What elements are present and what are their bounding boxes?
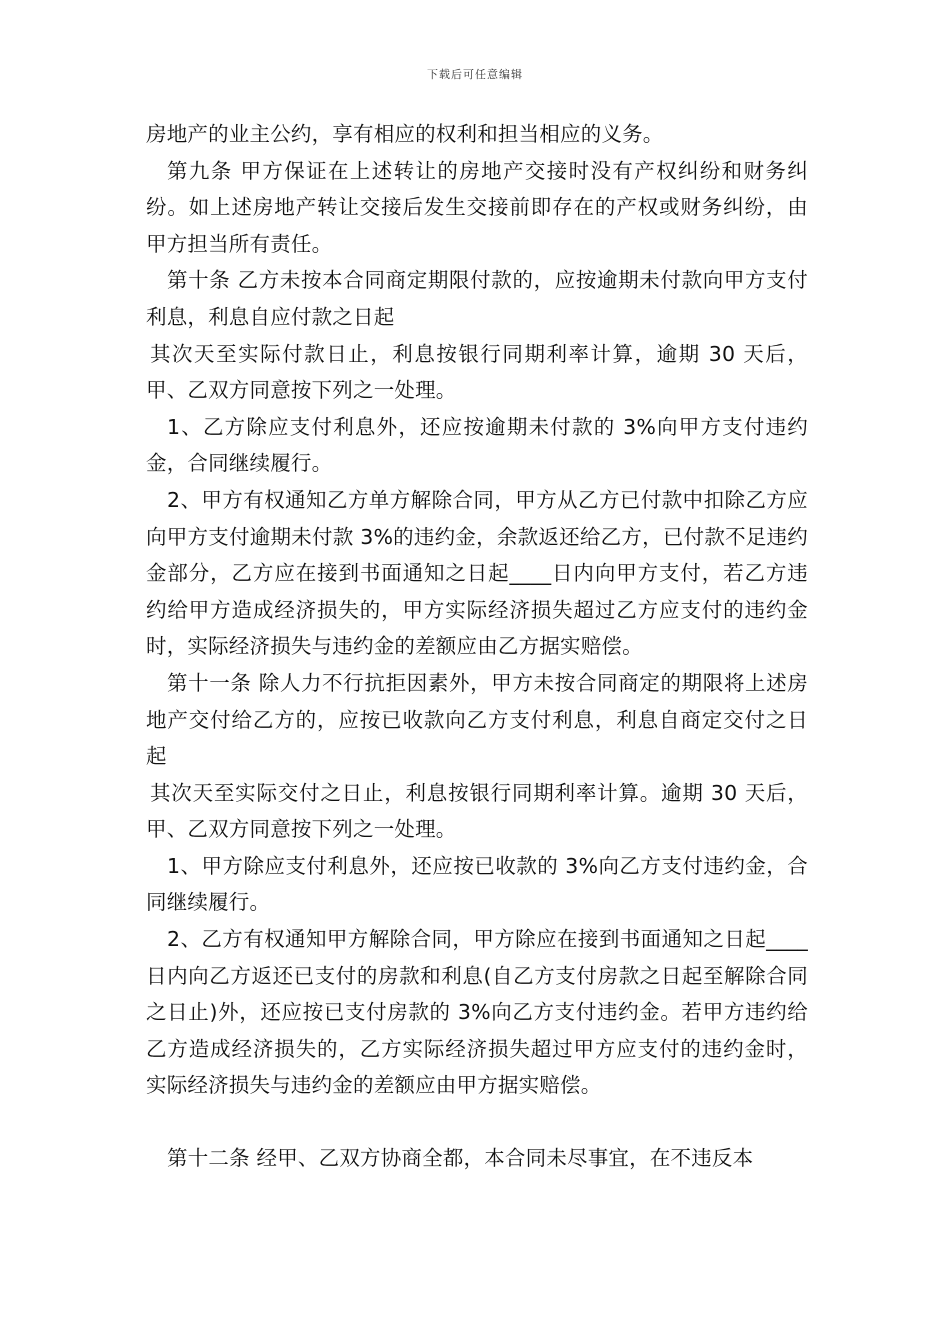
document-body	[146, 116, 808, 1177]
paragraph-article-10-option-1: 1、乙方除应支付利息外，还应按逾期未付款的 3%向甲方支付违约金，合同继续履行。	[146, 414, 808, 476]
page-header-note: 下载后可任意编辑	[427, 68, 523, 81]
paragraph-article-10-option-2: 2、甲方有权通知乙方单方解除合同，甲方从乙方已付款中扣除乙方应向甲方支付逾期未付款 3%的违约金，余款返还给乙方，已付款不足违约金部分，乙方应在接到书面通知之日起____日内向甲方支付，若乙方违约给甲方造成经济损失的，甲方实际经济损失超过乙方应支付的违约金时，实际经济损失与违约金的差额应由乙方据实赔偿。	[146, 487, 808, 659]
paragraph-article-11-interest: 其次天至实际交付之日止，利息按银行同期利率计算。逾期 30 天后，甲、乙双方同意按下列之一处理。	[146, 780, 808, 842]
paragraph-article-10-interest: 其次天至实际付款日止，利息按银行同期利率计算，逾期 30 天后，甲、乙双方同意按下列之一处理。	[146, 341, 808, 403]
paragraph-article-11-option-1: 1、甲方除应支付利息外，还应按已收款的 3%向乙方支付违约金，合同继续履行。	[146, 853, 808, 915]
paragraph-article-12: 第十二条 经甲、乙双方协商全都，本合同未尽事宜，在不违反本	[167, 1146, 754, 1171]
paragraph-article-10: 第十条 乙方未按本合同商定期限付款的，应按逾期未付款向甲方支付利息，利息自应付款之日起	[146, 268, 808, 329]
paragraph-article-11: 第十一条 除人力不行抗拒因素外，甲方未按合同商定的期限将上述房地产交付给乙方的，应按已收款向乙方支付利息，利息自商定交付之日起	[146, 670, 808, 769]
paragraph-article-11-option-2: 2、乙方有权通知甲方解除合同，甲方除应在接到书面通知之日起____日内向乙方返还已支付的房款和利息(自乙方支付房款之日起至解除合同之日止)外，还应按已支付房款的 3%向乙方支付违约金。若甲方违约给乙方造成经济损失的，乙方实际经济损失超过甲方应支付的违约金时，实际经济损失与违约金的差额应由甲方据实赔偿。	[146, 927, 808, 1098]
paragraph-owner-covenant: 房地产的业主公约，享有相应的权利和担当相应的义务。	[146, 122, 664, 146]
paragraph-spacer	[146, 1104, 808, 1140]
paragraph-article-9: 第九条 甲方保证在上述转让的房地产交接时没有产权纠纷和财务纠纷。如上述房地产转让交接后发生交接前即存在的产权或财务纠纷，由甲方担当所有责任。	[146, 158, 808, 256]
